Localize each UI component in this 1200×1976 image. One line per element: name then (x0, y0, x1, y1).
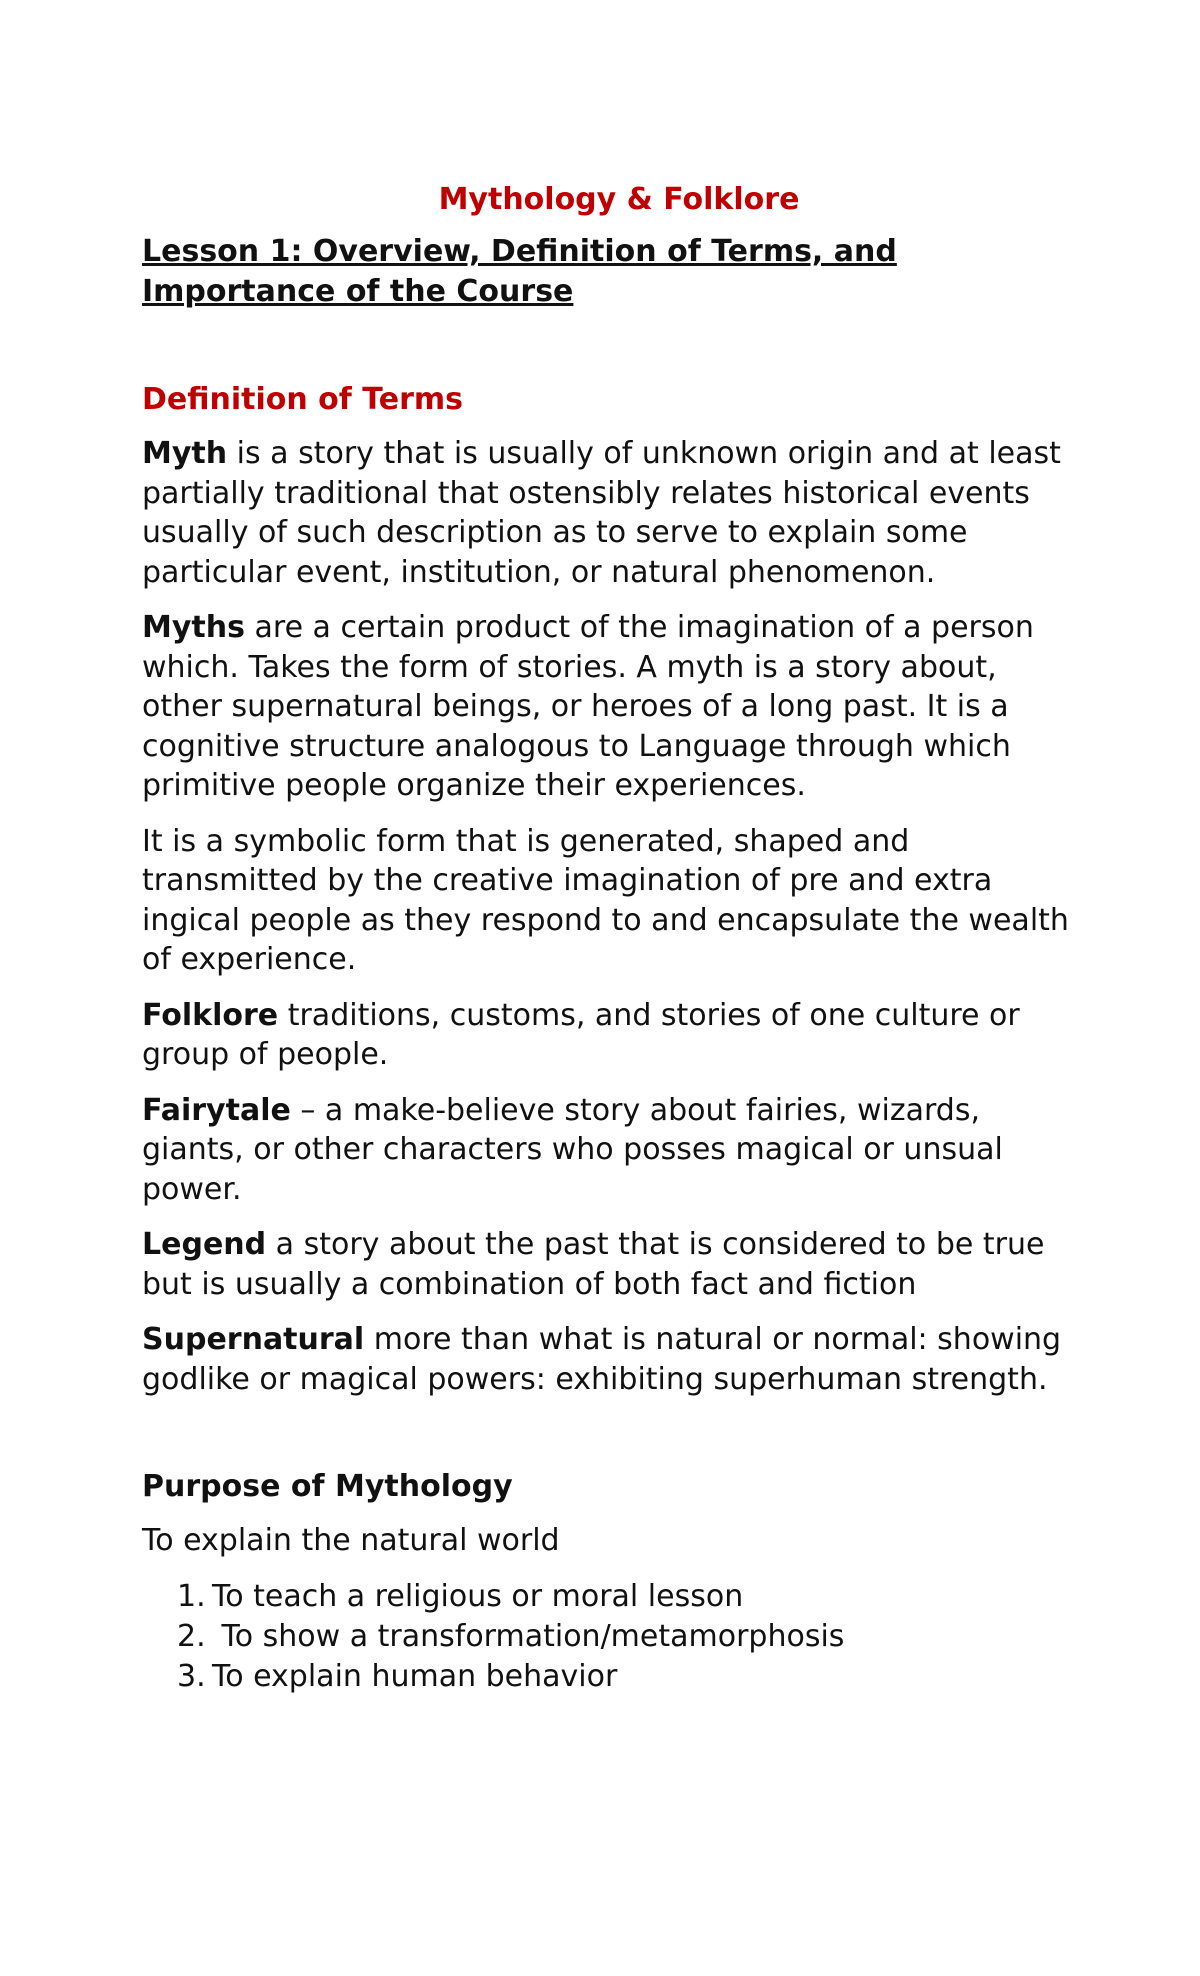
definition-myth (142, 434, 1072, 592)
document-title: Mythology & Folklore (438, 182, 800, 217)
list-number: 1. (177, 1578, 206, 1614)
definition-text: – a make-believe story about fairies, wizards, giants, or other characters who posses magical or unsual power. (142, 1092, 1003, 1207)
term-label: Myths (142, 610, 245, 645)
term-label: Supernatural (142, 1322, 365, 1357)
purpose-list (142, 1577, 1072, 1697)
list-number: 3. (177, 1658, 206, 1694)
definition-myths (142, 608, 1072, 806)
definition-supernatural (142, 1320, 1072, 1399)
list-item-text: To show a transformation/metamorphosis (212, 1618, 845, 1654)
definition-text: a story about the past that is considered to be true but is usually a combination of both fact and fiction (142, 1227, 1045, 1302)
definition-text: is a story that is usually of unknown origin and at least partially traditional that ostensibly relates historical events usually of such description as to serve to explain some particular event, institution, or natural phenomenon. (142, 436, 1061, 590)
definition-symbolic-form (142, 822, 1072, 980)
term-label: Folklore (142, 997, 279, 1033)
list-item-text: To teach a religious or moral lesson (212, 1578, 744, 1614)
purpose-heading: Purpose of Mythology (142, 1469, 513, 1504)
purpose-intro: To explain the natural world (142, 1523, 560, 1558)
definitions-heading: Definition of Terms (142, 382, 464, 417)
term-label: Legend (142, 1227, 267, 1262)
list-item (142, 1657, 1072, 1697)
lesson-title: Lesson 1: Overview, Definition of Terms, and Importance of the Course (142, 234, 897, 309)
term-label: Fairytale (142, 1092, 291, 1128)
list-item (142, 1617, 1072, 1657)
list-item (142, 1577, 1072, 1617)
definition-fairytale (142, 1091, 1072, 1210)
definition-legend (142, 1225, 1072, 1304)
definition-text: It is a symbolic form that is generated, shaped and transmitted by the creative imagination of pre and extra ingical people as they respond to and encapsulate the wealth of experience. (142, 823, 1069, 977)
list-number: 2. (177, 1618, 206, 1654)
document-page (142, 180, 1072, 1697)
list-item-text: To explain human behavior (212, 1658, 618, 1694)
definition-text: more than what is natural or normal: showing godlike or magical powers: exhibiting superhuman strength. (142, 1322, 1062, 1397)
definition-folklore (142, 996, 1072, 1075)
term-label: Myth (142, 436, 228, 471)
definition-text: are a certain product of the imagination of a person which. Takes the form of stories. A myth is a story about, other supernatural beings, or heroes of a long past. It is a cognitive structure analogous to Language through which primitive people organize their experiences. (142, 610, 1034, 803)
definition-text: traditions, customs, and stories of one culture or group of people. (142, 997, 1020, 1072)
